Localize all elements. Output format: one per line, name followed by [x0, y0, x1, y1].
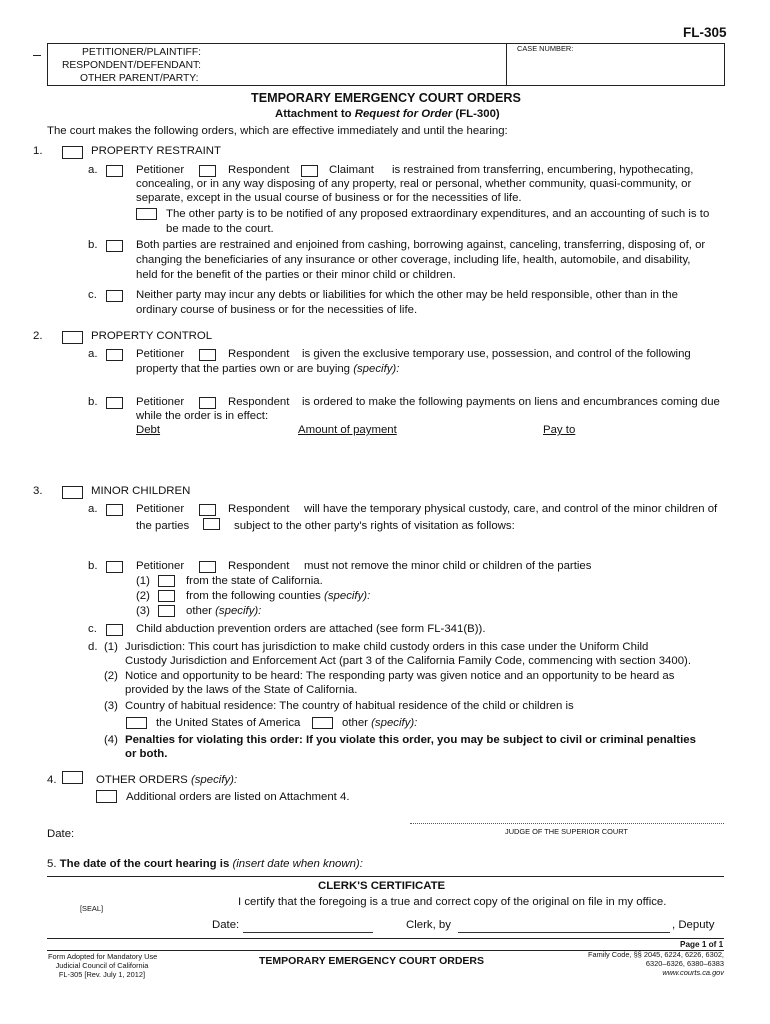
s4-heading: OTHER ORDERS (specify): — [96, 774, 238, 786]
s3d-p3-num: (3) — [104, 700, 118, 712]
s2b-letter: b. — [88, 396, 98, 408]
s2a-petitioner-label: Petitioner — [136, 348, 185, 360]
s1-number: 1. — [33, 145, 43, 157]
s3b-respondent-checkbox[interactable] — [199, 561, 216, 573]
intro-text: The court makes the following orders, which are effective immediately and until the hearing: — [47, 125, 508, 137]
s3a-letter: a. — [88, 503, 98, 515]
s3b-opt2-checkbox[interactable] — [158, 590, 175, 602]
header-bottom-border — [47, 85, 724, 86]
s3-number: 3. — [33, 485, 43, 497]
header-tick — [33, 55, 41, 56]
s1a-petitioner-label: Petitioner — [136, 164, 185, 176]
s3a-petitioner-label: Petitioner — [136, 503, 185, 515]
s3d-p4-line1: Penalties for violating this order: If you violate this order, you may be subject to civil or criminal penalties — [125, 734, 696, 746]
s1a-respondent-label: Respondent — [228, 164, 290, 176]
s3c-checkbox[interactable] — [106, 624, 123, 636]
s4-number: 4. — [47, 774, 57, 786]
s2a-line1: is given the exclusive temporary use, possession, and control of the following — [302, 348, 691, 360]
s5-text: 5. The date of the court hearing is (insert date when known): — [47, 858, 363, 870]
s2a-letter: a. — [88, 348, 98, 360]
s3b-respondent-label: Respondent — [228, 560, 290, 572]
s1a-respondent-checkbox[interactable] — [199, 165, 216, 177]
s1c-checkbox[interactable] — [106, 290, 123, 302]
footer-website-link[interactable]: www.courts.ca.gov — [662, 968, 724, 977]
s3a-visitation-checkbox[interactable] — [203, 518, 220, 530]
respondent-defendant-label: RESPONDENT/DEFENDANT: — [62, 60, 202, 71]
clerk-date-label: Date: — [212, 919, 240, 931]
footer-revision: FL-305 [Rev. July 1, 2012] — [58, 970, 146, 979]
s4-attachment-checkbox[interactable] — [96, 790, 117, 803]
s3-checkbox[interactable] — [62, 486, 83, 499]
petitioner-plaintiff-label: PETITIONER/PLAINTIFF: — [82, 47, 201, 58]
header-divider — [506, 43, 507, 86]
s2-checkbox[interactable] — [62, 331, 83, 344]
s3d-letter: d. — [88, 641, 98, 653]
s3b-opt2-text: from the following counties (specify): — [186, 590, 371, 602]
s2b-col-debt: Debt — [136, 424, 161, 436]
s1a-claimant-label: Claimant — [329, 164, 374, 176]
s1c-letter: c. — [88, 289, 97, 301]
s3d-p2-line2: provided by the laws of the State of California. — [125, 684, 358, 696]
s2b-col-payto: Pay to — [543, 424, 576, 436]
footer-family-code: Family Code, §§ 2045, 6224, 6226, 6302, — [587, 950, 724, 959]
page-number: Page 1 of 1 — [680, 940, 724, 949]
s3a-line1: will have the temporary physical custody, care, and control of the minor children of — [304, 503, 718, 515]
s2b-petitioner-checkbox[interactable] — [106, 397, 123, 409]
s3a-respondent-label: Respondent — [228, 503, 290, 515]
clerk-signature-field[interactable] — [458, 932, 670, 933]
s4-checkbox[interactable] — [62, 771, 83, 784]
footer-title: TEMPORARY EMERGENCY COURT ORDERS — [259, 955, 484, 967]
s3a-the-parties: the parties — [136, 520, 190, 532]
header-top-border — [47, 43, 724, 44]
s3a-petitioner-checkbox[interactable] — [106, 504, 123, 516]
s1-checkbox[interactable] — [62, 146, 83, 159]
s3d-p2-line1: Notice and opportunity to be heard: The responding party was given notice and an opportunity to be heard as — [125, 670, 675, 682]
s3-heading: MINOR CHILDREN — [91, 485, 191, 497]
s3d-p1-line1: Jurisdiction: This court has jurisdiction to make child custody orders in this case under the Uniform Child — [125, 641, 649, 653]
header-right-border — [724, 43, 725, 86]
form-title: TEMPORARY EMERGENCY COURT ORDERS — [251, 91, 521, 105]
s3d-p3-line1: Country of habitual residence: The country of habitual residence of the child or children is — [125, 700, 574, 712]
form-id: FL-305 — [683, 25, 727, 40]
s1-heading: PROPERTY RESTRAINT — [91, 145, 221, 157]
s2b-line1: is ordered to make the following payments on liens and encumbrances coming due — [302, 396, 720, 408]
clerk-top-border — [47, 876, 724, 877]
s3a-line2: subject to the other party's rights of visitation as follows: — [234, 520, 515, 532]
s2a-line2: property that the parties own or are buying (specify): — [136, 363, 400, 375]
s1a-notify-line1: The other party is to be notified of any proposed extraordinary expenditures, and an accounting of such is to — [166, 208, 710, 220]
footer-council: Judicial Council of California — [55, 961, 149, 970]
s2b-petitioner-label: Petitioner — [136, 396, 185, 408]
s1a-notify-checkbox[interactable] — [136, 208, 157, 220]
s3b-opt3-checkbox[interactable] — [158, 605, 175, 617]
s3b-petitioner-checkbox[interactable] — [106, 561, 123, 573]
footer-adopted: Form Adopted for Mandatory Use — [48, 952, 158, 961]
s3b-opt1-checkbox[interactable] — [158, 575, 175, 587]
s3d-p1-line2: Custody Jurisdiction and Enforcement Act (part 3 of the California Family Code, commencing with section 3400). — [125, 655, 691, 667]
s3c-letter: c. — [88, 623, 97, 635]
s2a-petitioner-checkbox[interactable] — [106, 349, 123, 361]
clerk-cert-text: I certify that the foregoing is a true and correct copy of the original on file in my office. — [238, 896, 667, 908]
s2b-respondent-label: Respondent — [228, 396, 290, 408]
s3c-text: Child abduction prevention orders are attached (see form FL-341(B)). — [136, 623, 486, 635]
form-subtitle: Attachment to Request for Order (FL-300) — [275, 108, 500, 120]
s3d-other-country-checkbox[interactable] — [312, 717, 333, 729]
s1b-line3: held for the benefit of the parties or their minor child or children. — [136, 269, 456, 281]
s2-number: 2. — [33, 330, 43, 342]
clerk-bottom-border — [47, 938, 724, 939]
s3d-usa-checkbox[interactable] — [126, 717, 147, 729]
s1b-checkbox[interactable] — [106, 240, 123, 252]
s3d-other-country-label: other (specify): — [342, 717, 418, 729]
other-parent-party-label: OTHER PARENT/PARTY: — [80, 73, 199, 84]
s1a-notify-line2: be made to the court. — [166, 223, 274, 235]
s1b-line2: changing the beneficiaries of any insurance or other coverage, including life, health, automobile, and disability, — [136, 254, 691, 266]
clerk-by-label: Clerk, by — [406, 919, 451, 931]
s1c-line2: ordinary course of business or for the necessities of life. — [136, 304, 418, 316]
s3b-line1: must not remove the minor child or children of the parties — [304, 560, 592, 572]
judge-label: JUDGE OF THE SUPERIOR COURT — [505, 827, 628, 836]
s3b-opt3-num: (3) — [136, 605, 150, 617]
s3b-letter: b. — [88, 560, 98, 572]
s3d-p2-num: (2) — [104, 670, 118, 682]
s1b-line1: Both parties are restrained and enjoined from cashing, borrowing against, canceling, transferring, disposing of, or — [136, 239, 706, 251]
s2a-respondent-checkbox[interactable] — [199, 349, 216, 361]
s2-heading: PROPERTY CONTROL — [91, 330, 213, 342]
s1a-letter: a. — [88, 164, 98, 176]
s3b-opt1-num: (1) — [136, 575, 150, 587]
s2b-line2: while the order is in effect: — [136, 410, 269, 422]
s2b-respondent-checkbox[interactable] — [199, 397, 216, 409]
s1a-line2: concealing, or in any way disposing of any property, real or personal, whether community, quasi-community, or — [136, 178, 692, 190]
s1b-letter: b. — [88, 239, 98, 251]
s3b-opt1-text: from the state of California. — [186, 575, 323, 587]
s3b-petitioner-label: Petitioner — [136, 560, 185, 572]
s1a-line1: is restrained from transferring, encumbering, hypothecating, — [392, 164, 694, 176]
deputy-label: , Deputy — [672, 919, 715, 931]
s3d-p4-num: (4) — [104, 734, 118, 746]
s3d-p1-num: (1) — [104, 641, 118, 653]
case-number-label: CASE NUMBER: — [517, 44, 574, 53]
seal-label: [SEAL] — [80, 904, 104, 913]
clerk-date-field[interactable] — [243, 932, 373, 933]
s3d-usa-label: the United States of America — [156, 717, 301, 729]
s3b-opt3-text: other (specify): — [186, 605, 262, 617]
s1a-claimant-checkbox[interactable] — [301, 165, 318, 177]
date-label: Date: — [47, 828, 75, 840]
s2a-respondent-label: Respondent — [228, 348, 290, 360]
s2b-col-amount: Amount of payment — [298, 424, 397, 436]
s3d-p4-line2: or both. — [125, 748, 168, 760]
footer-code-range: 6320–6326, 6380–6383 — [645, 959, 724, 968]
s1a-line3: separate, except in the usual course of business or for the necessities of life. — [136, 192, 522, 204]
judge-signature-line[interactable] — [410, 823, 724, 824]
s4-attachment-text: Additional orders are listed on Attachment 4. — [126, 791, 350, 803]
s1a-petitioner-checkbox[interactable] — [106, 165, 123, 177]
s1c-line1: Neither party may incur any debts or liabilities for which the other may be held responsible, other than in the — [136, 289, 678, 301]
s3b-opt2-num: (2) — [136, 590, 150, 602]
header-left-border — [47, 43, 48, 86]
clerk-title: CLERK'S CERTIFICATE — [318, 880, 446, 892]
s3a-respondent-checkbox[interactable] — [199, 504, 216, 516]
